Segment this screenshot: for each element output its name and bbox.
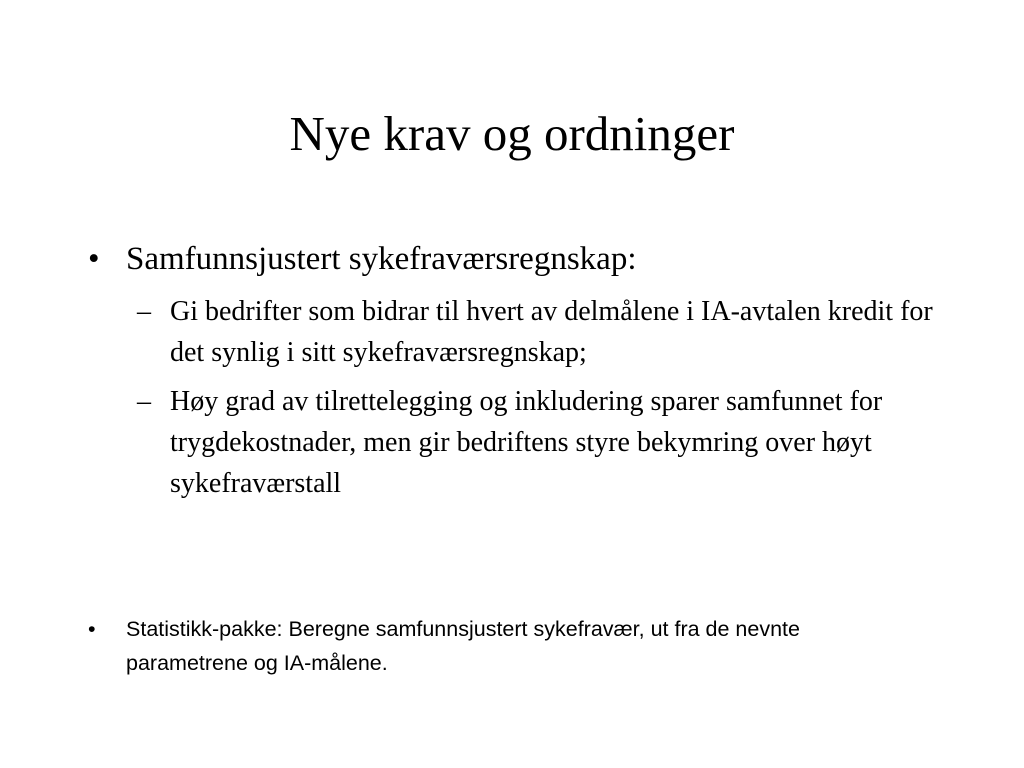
slide-title: Nye krav og ordninger [289,106,735,161]
sub-bullet-item-kredit [137,291,957,373]
bullet-text: Statistikk-pakke: Beregne samfunnsjustert sykefravær, ut fra de nevnte parametrene og IA-målene. [126,617,800,675]
bullet-marker: • [88,241,100,277]
dash-marker: – [137,386,151,417]
bullet-text: Samfunnsjustert sykefraværsregnskap: [126,241,637,277]
sub-bullet-item-tilrettelegging [137,381,957,504]
sub-bullet-text: Gi bedrifter som bidrar til hvert av delmålene i IA-avtalen kredit for det synlig i sitt sykefraværsregnskap; [170,296,933,368]
dash-marker: – [137,296,151,327]
sub-bullet-text: Høy grad av tilrettelegging og inkludering sparer samfunnet for trygdekostnader, men gir bedriftens styre bekymring over høyt sykefraværstall [170,386,883,499]
sub-bullet-list [137,291,957,512]
bullet-marker: • [88,617,96,641]
